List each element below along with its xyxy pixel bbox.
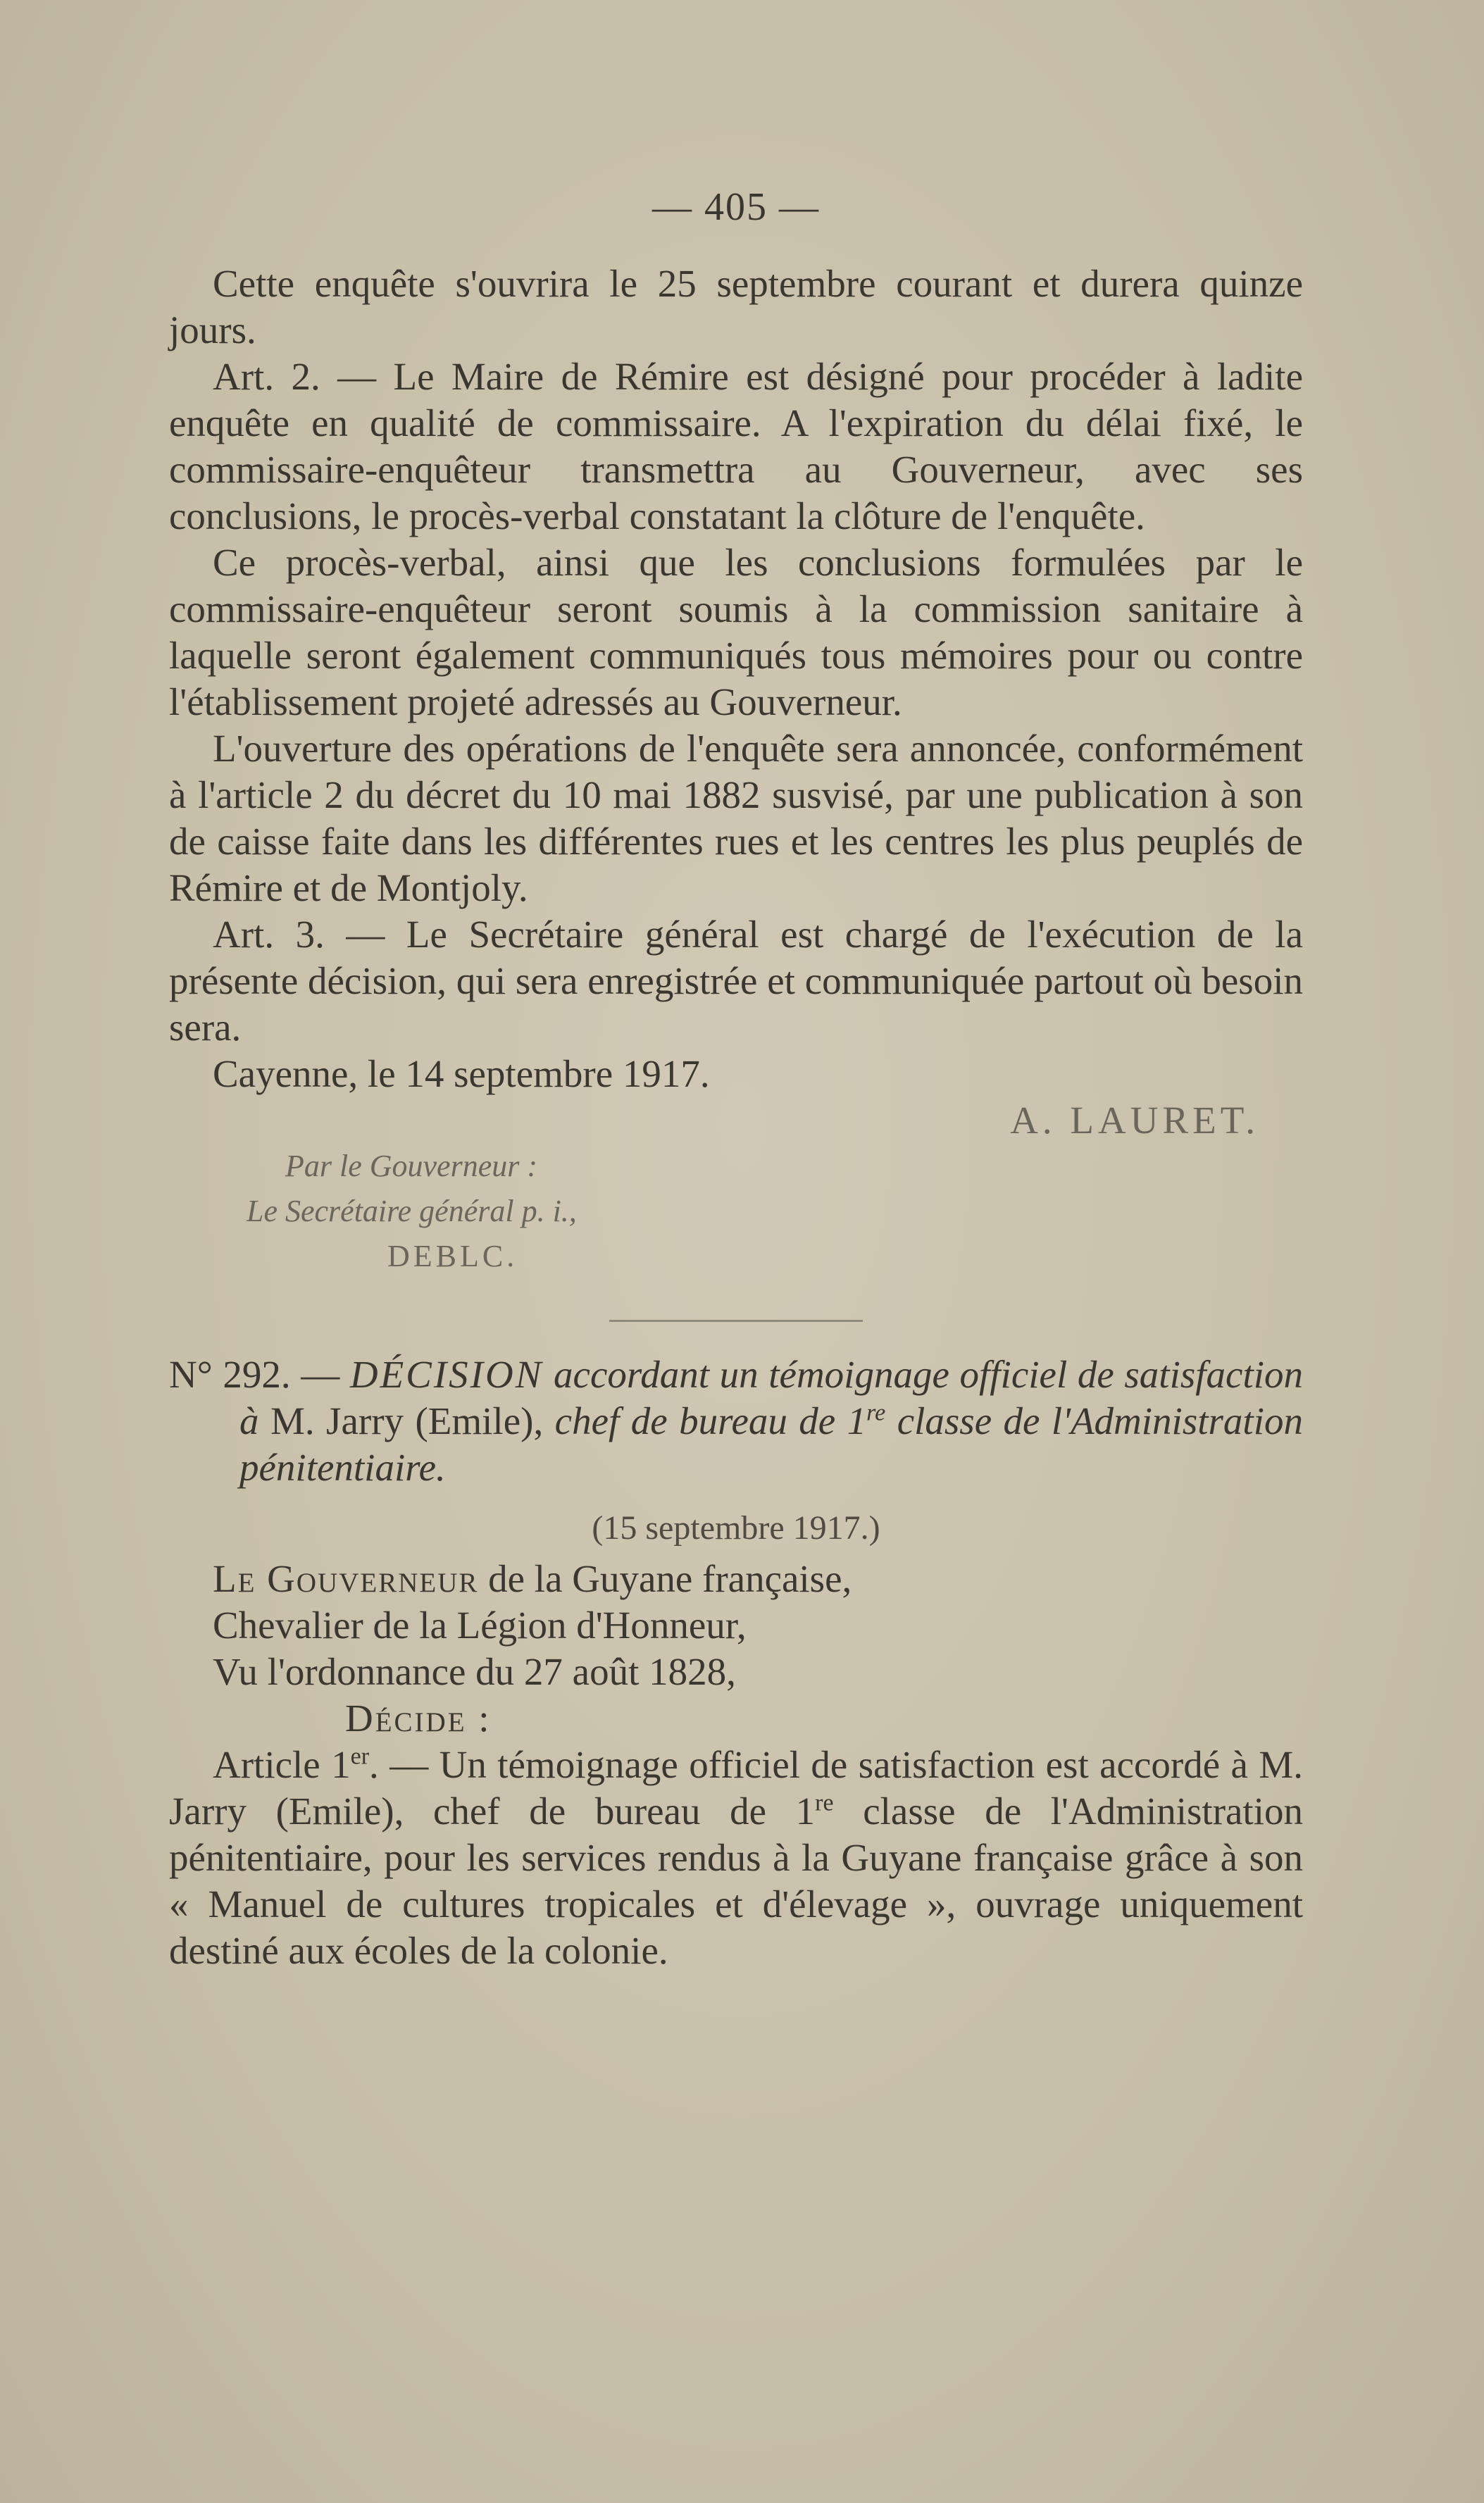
article-1-label: Article 1 (213, 1743, 351, 1786)
secretary-signature-block (247, 1144, 1303, 1279)
article-1-text-2: classe de l'Administration pénitentiaire, pour les services rendus à la Guyane française grâce à son « Manuel de cultures tropicales et d'élevage », ouvrage uniquement destiné aux écoles de la colonie. (169, 1790, 1303, 1972)
par-le-gouverneur: Par le Gouverneur : (285, 1149, 538, 1183)
paragraph-enquete: Cette enquête s'ouvrira le 25 septembre courant et durera quinze jours. (169, 262, 1303, 351)
secretaire-general: Le Secrétaire général p. i., (247, 1194, 577, 1228)
article-1-sup: er (350, 1743, 370, 1770)
decision-title-tail-2: classe de l'Administration pénitentiaire. (239, 1399, 1303, 1489)
gouverneur-caps: Le Gouverneur (213, 1557, 479, 1600)
paragraph-article-3: Art. 3. — Le Secrétaire général est chargé de l'exécution de la présente décision, qui sera enregistrée et communiquée partout où besoin sera. (169, 913, 1303, 1049)
document-body (169, 261, 1303, 1974)
decision-title-tail: chef de bureau de 1 (554, 1399, 867, 1442)
chevalier-line: Chevalier de la Légion d'Honneur, (213, 1604, 747, 1647)
decision-title-name: M. Jarry (Emile), (270, 1399, 544, 1442)
vu-line: Vu l'ordonnance du 27 août 1828, (213, 1650, 736, 1693)
article-1-text: . — Un témoignage officiel de satisfaction est accordé à M. Jarry (Emile), chef de bureau de 1 (169, 1743, 1303, 1833)
paragraph-article-2: Art. 2. — Le Maire de Rémire est désigné pour procéder à ladite enquête en qualité de commissaire. A l'expiration du délai fixé, le commissaire-enquêteur transmettra au Gouverneur, avec ses conclusions, le procès-verbal constatant la clôture de l'enquête. (169, 355, 1303, 537)
decision-title-text: accordant un témoignage officiel de satisfaction à (239, 1353, 1304, 1442)
page-number: — 405 — (652, 185, 820, 229)
decision-date: (15 septembre 1917.) (592, 1509, 880, 1547)
secretary-name: DEBLC. (387, 1239, 518, 1273)
gouverneur-rest: de la Guyane française, (488, 1557, 852, 1600)
paragraph-ouverture: L'ouverture des opérations de l'enquête sera annoncée, conformément à l'article 2 du décret du 10 mai 1882 susvisé, par une publication à son de caisse faite dans les différentes rues et les centres les plus peuplés de Rémire et de Montjoly. (169, 727, 1303, 909)
document-page (169, 0, 1303, 2503)
decision-title-sup: re (866, 1399, 886, 1426)
decision-number: N° 292. — (169, 1353, 340, 1396)
place-date: Cayenne, le 14 septembre 1917. (213, 1052, 710, 1095)
paragraph-proces-verbal: Ce procès-verbal, ainsi que les conclusions formulées par le commissaire-enquêteur seront soumis à la commission sanitaire à laquelle seront également communiqués tous mémoires pour ou contre l'établissement projeté adressés au Gouverneur. (169, 541, 1303, 723)
decision-title-caps: DÉCISION (349, 1353, 544, 1396)
decide-heading: Décide : (345, 1697, 492, 1740)
article-1-paragraph (169, 1742, 1303, 1974)
decision-title (169, 1352, 1303, 1491)
section-divider (609, 1320, 863, 1322)
gouverneur-line (169, 1556, 1303, 1602)
governor-signature: A. LAURET. (1010, 1099, 1259, 1142)
article-1-sup-2: re (815, 1790, 834, 1816)
